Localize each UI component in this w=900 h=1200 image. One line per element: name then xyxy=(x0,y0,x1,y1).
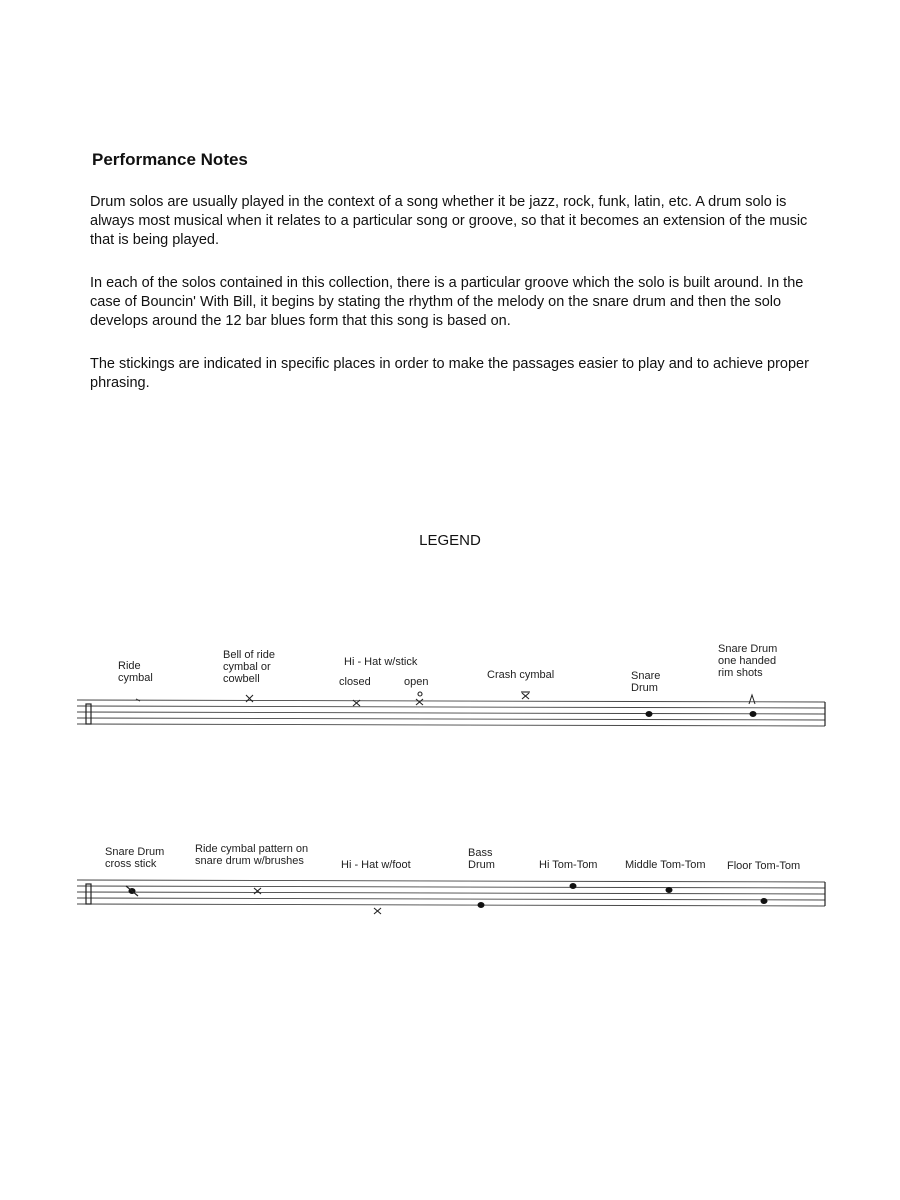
snare-rim-shot-symbol xyxy=(749,695,757,717)
brushes-x-symbol xyxy=(254,888,261,894)
label-snare-drum: Snare Drum xyxy=(631,670,661,694)
staff-lines xyxy=(77,700,825,726)
cross-stick-symbol xyxy=(126,886,138,896)
paragraph-groove: In each of the solos contained in this collection, there is a particular groove which the solo is built around. In the case of Bouncin' With Bill, it begins by stating the rhythm of the melody on the snare drum and then the solo develops around the 12 bar blues form that this song is based on. xyxy=(90,275,804,329)
staff-lines-2 xyxy=(77,880,825,906)
bass-drum-note xyxy=(478,902,485,908)
label-bass-drum: Bass Drum xyxy=(468,847,495,871)
label-bell-of-ride: Bell of ride cymbal or cowbell xyxy=(223,649,275,685)
snare-drum-note xyxy=(646,711,653,717)
hihat-open-symbol xyxy=(416,692,423,705)
label-snare-cross-stick: Snare Drum cross stick xyxy=(105,846,165,870)
hihat-foot-symbol xyxy=(374,908,381,914)
percussion-clef-icon-2 xyxy=(86,884,91,904)
performance-notes-heading: Performance Notes xyxy=(92,150,248,169)
label-hihat-open: open xyxy=(404,676,429,688)
label-middle-tom: Middle Tom-Tom xyxy=(625,859,706,871)
label-floor-tom: Floor Tom-Tom xyxy=(727,860,801,872)
floor-tom-note xyxy=(761,898,768,904)
legend-staff-bottom xyxy=(0,870,900,920)
label-ride-cymbal: Ride cymbal xyxy=(118,660,153,684)
middle-tom-note xyxy=(666,887,673,893)
label-hihat-foot: Hi - Hat w/foot xyxy=(341,859,411,871)
label-ride-brushes: Ride cymbal pattern on snare drum w/brushes xyxy=(195,843,309,867)
crash-cymbal-symbol xyxy=(521,692,530,699)
label-hihat-stick: Hi - Hat w/stick xyxy=(344,656,418,668)
legend-staff-top xyxy=(0,690,900,740)
paragraph-intro: Drum solos are usually played in the context of a song whether it be jazz, rock, funk, latin, etc. A drum solo is always most musical when it relates to a particular song or groove, so that it becomes an extension of the music that is being played. xyxy=(90,194,808,248)
hi-tom-note xyxy=(570,883,577,889)
label-hi-tom: Hi Tom-Tom xyxy=(539,859,598,871)
paragraph-stickings: The stickings are indicated in specific places in order to make the passages easier to play and to achieve proper phrasing. xyxy=(90,356,809,391)
bell-x-symbol xyxy=(246,695,253,702)
label-crash-cymbal: Crash cymbal xyxy=(487,669,555,681)
percussion-clef-icon xyxy=(86,704,91,724)
label-snare-rim-shots: Snare Drum one handed rim shots xyxy=(718,643,778,679)
legend-title: LEGEND xyxy=(419,532,481,549)
label-hihat-closed: closed xyxy=(339,676,371,688)
